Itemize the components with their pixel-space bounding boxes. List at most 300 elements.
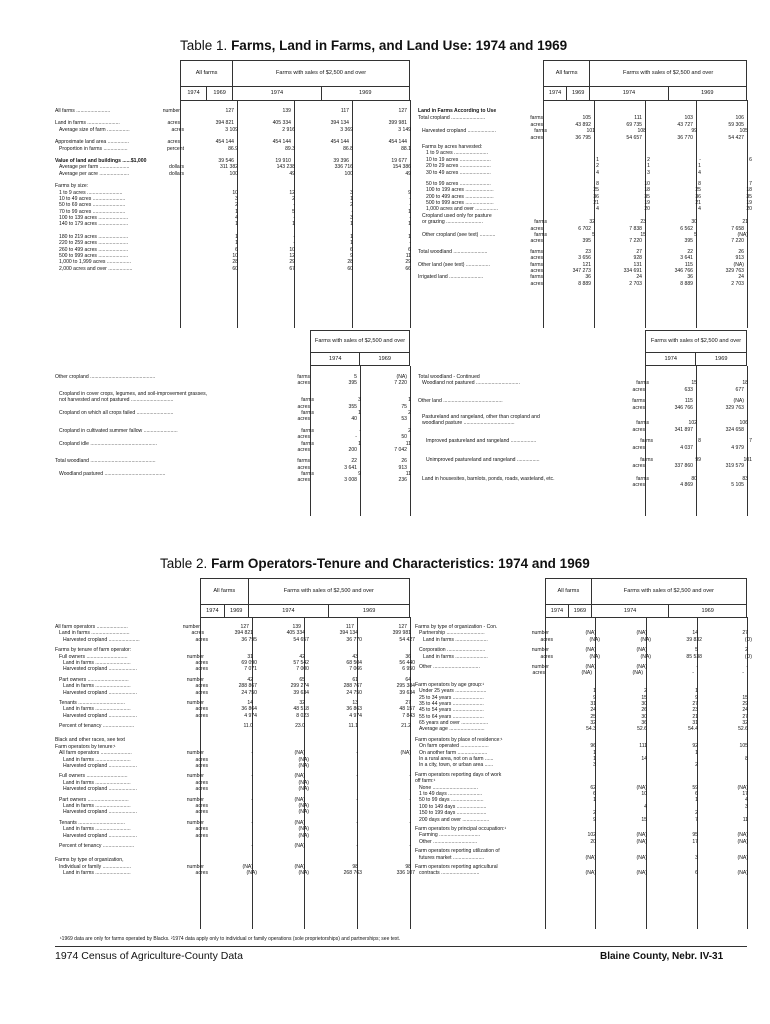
row-label: 2,000 acres and over ................. (59, 265, 133, 272)
table-cell: 4 (596, 206, 599, 213)
table-cell: 7 843 (402, 712, 415, 719)
table-cell: 32 (589, 219, 595, 226)
row-label: Harvested cropland .................... (422, 128, 496, 135)
table-cell (366, 786, 419, 792)
row-label: Total woodland .............................................. (55, 458, 156, 465)
table-cell: (NA) (636, 870, 647, 877)
table-cell: - (409, 842, 411, 849)
table-cell (209, 833, 261, 839)
table-cell: 7 071 (244, 666, 257, 673)
row-unit: number (186, 819, 204, 826)
col-sales-2500: Farms with sales of $2,500 and over (646, 331, 747, 353)
row-label: Other ................................. (419, 663, 480, 670)
table-cell: 6 (408, 246, 411, 253)
row-unit: number (531, 663, 549, 670)
row-label: Other cropland (see text) ........... (422, 232, 496, 239)
row-label: All farms ........................ (55, 108, 111, 114)
table-cell: 26 (641, 707, 647, 714)
row-unit: acres (167, 139, 180, 146)
row-label: All farm operators ...................... (55, 624, 128, 630)
table-cell: 25 (590, 713, 596, 720)
table-cell: 102 (688, 420, 697, 427)
table-cell: 1 (358, 440, 361, 447)
table-cell: 92 (692, 743, 698, 750)
table-cell: 7 838 (629, 225, 642, 232)
table-cell: 21 (695, 200, 701, 207)
table-cell: 42 (247, 676, 253, 683)
table-cell: (NA) (294, 796, 305, 803)
table-row (55, 380, 415, 386)
table-cell: (NA) (632, 670, 643, 677)
table-row (415, 817, 756, 823)
table-cell: 1 (408, 233, 411, 240)
table-row (55, 713, 419, 719)
table-cell: 12 (289, 189, 295, 196)
table-cell: 31 (692, 720, 698, 727)
table-cell: 52.6 (637, 726, 647, 733)
table-cell: 99 (691, 128, 697, 135)
table-cell: (NA) (737, 784, 748, 791)
year-1974: 1974 (591, 605, 669, 618)
row-label: Cropland in cover crops, legumes, and soil-improvement grasses, (59, 390, 208, 397)
table-cell (366, 809, 419, 815)
table-cell: 10 (641, 790, 647, 797)
year-1969: 1969 (568, 605, 591, 618)
table-cell: 117 (340, 108, 349, 114)
row-label: Farm operators by tenure:¹ (55, 743, 116, 750)
year-1974: 1974 (248, 605, 329, 618)
table-row (415, 839, 756, 845)
table-cell: 3 (350, 215, 353, 222)
table-row (55, 666, 419, 672)
col-all-farms: All farms (181, 61, 233, 87)
table-cell: 7 (749, 438, 752, 445)
table-cell: 288 767 (343, 683, 362, 690)
row-label: Farms by size: (55, 183, 89, 190)
row-unit: acres (195, 636, 208, 643)
table-cell: (NA) (737, 854, 748, 861)
table-cell: 103 (684, 115, 693, 122)
row-label: Average per farm ..................... (59, 164, 130, 171)
row-label: Land in farms ........................... (59, 630, 130, 637)
table-cell: 115 (684, 398, 693, 405)
row-unit: acres (632, 386, 645, 393)
year-1974: 1974 (646, 353, 696, 366)
row-label: Average size of farm ................ (59, 126, 130, 133)
table-cell: 329 763 (725, 267, 744, 274)
table-cell (366, 833, 419, 839)
table-cell: 96 (590, 743, 596, 750)
table-cell: 60 (232, 265, 238, 272)
row-unit: acres (195, 870, 208, 877)
table-cell: 2 (644, 688, 647, 695)
table-cell: 399 981 (388, 120, 407, 127)
table-cell: - (293, 233, 295, 240)
table-cell: (NA) (589, 653, 600, 660)
row-unit (519, 762, 550, 768)
table-cell: 5 (694, 232, 697, 239)
table1-title (180, 38, 567, 53)
table-cell: 9 (695, 694, 698, 701)
row-unit: acres (195, 809, 208, 816)
row-label: 1,000 acres and over ................ (426, 206, 498, 213)
table-cell: 39 634 (399, 689, 415, 696)
table-row (415, 654, 756, 660)
table-cell: 43 727 (677, 121, 693, 128)
row-unit (519, 870, 550, 876)
row-label: 1 to 9 acres ......................... (59, 189, 123, 196)
table-cell: 3 641 (680, 255, 693, 262)
table-cell: 14 (692, 630, 698, 637)
table-cell: 25 (695, 187, 701, 194)
year-1969: 1969 (329, 605, 410, 618)
table-cell: 3 641 (344, 464, 357, 471)
table-cell: 7 042 (394, 446, 407, 453)
table2-label: Table 2. (160, 556, 208, 571)
table-cell: (NA) (636, 663, 647, 670)
row-label: or grazing .......................... (422, 219, 483, 226)
row-unit: acres (195, 826, 208, 833)
row-unit: acres (530, 267, 543, 274)
row-unit: acres (195, 659, 208, 666)
table-cell: 131 (633, 261, 642, 268)
row-label: 100 to 199 acres .................... (426, 187, 494, 194)
row-label: 50 to 99 days ....................... (419, 797, 484, 804)
table-cell: 66 (405, 265, 411, 272)
table-cell: (NA) (733, 398, 744, 405)
table-cell: 29 (289, 259, 295, 266)
table-cell: 83 (742, 475, 748, 482)
table-cell: 64 (405, 676, 411, 683)
table1-mid-right-rows (418, 374, 756, 488)
table-row (418, 427, 756, 433)
table-cell: 54 657 (293, 636, 309, 643)
table-cell: 11.1 (348, 723, 358, 730)
table-cell: 9 (593, 816, 596, 823)
row-unit: acres (297, 434, 310, 441)
table-cell: 98 (352, 863, 358, 870)
table-cell: - (746, 663, 748, 670)
row-label: 500 to 999 acres ..................... (59, 253, 129, 260)
table-cell: (NA) (298, 756, 309, 763)
table-cell: 355 (348, 403, 357, 410)
table-cell: (NA) (737, 838, 748, 845)
col-all-farms: All farms (546, 579, 592, 605)
table-cell: 399 981 (392, 630, 411, 637)
row-label: 10 to 49 acres ....................... (59, 195, 126, 202)
table-cell: (NA) (400, 750, 411, 757)
table-cell: 3 (350, 189, 353, 196)
row-label: Land in farms ....................... (423, 636, 488, 643)
table-cell: (NA) (636, 630, 647, 637)
row-label: Farming ............................. (419, 832, 481, 839)
row-label: Tenants ................................. (59, 699, 125, 706)
table2-title (160, 556, 590, 571)
table-cell: 1 (593, 756, 596, 763)
table-cell: 913 (398, 464, 407, 471)
year-1974: 1974 (590, 87, 668, 101)
row-label: off farm:¹ (415, 778, 436, 785)
row-label: Under 25 years ...................... (419, 688, 487, 695)
table-cell (705, 170, 756, 176)
row-unit: acres (297, 446, 310, 453)
table-cell: 3 (593, 762, 596, 769)
table-cell: - (409, 819, 411, 826)
table-cell: 17 (742, 790, 748, 797)
table-cell: 11 (405, 471, 411, 478)
table1-right-header (543, 60, 747, 101)
row-label: Land in farms ......................... (63, 870, 131, 877)
row-unit: acres (195, 706, 208, 713)
table-cell: 2 (408, 409, 411, 416)
table-cell: 454 144 (215, 139, 234, 146)
row-unit: acres (632, 404, 645, 411)
row-label: Harvested cropland .................... (63, 809, 137, 816)
row-unit: farms (640, 438, 653, 445)
table-cell: - (351, 208, 353, 215)
table-cell: (NA) (298, 779, 309, 786)
year-1974: 1974 (544, 87, 567, 101)
row-unit: acres (195, 756, 208, 763)
row-label: Farm operators by principal occupation:¹ (415, 825, 507, 832)
table-cell: 3 (695, 854, 698, 861)
row-label (418, 135, 513, 141)
row-label: Land in farms ....................... (55, 120, 120, 127)
table-cell: 2 (593, 810, 596, 817)
row-label: Percent of tenancy ...................... (59, 723, 135, 730)
table-cell: 23 (640, 219, 646, 226)
table-cell (209, 786, 261, 792)
table-cell: 346 766 (674, 267, 693, 274)
table2-left-rows (55, 624, 419, 877)
table-cell: 3 369 (340, 126, 353, 133)
table-cell: (NA) (636, 854, 647, 861)
table-row (55, 763, 419, 769)
table-row (55, 833, 419, 839)
row-label: Full owners ............................. (59, 653, 128, 660)
row-label (415, 670, 515, 676)
table-cell: 4 979 (731, 444, 744, 451)
table-cell: 6 (235, 246, 238, 253)
row-unit: farms (301, 397, 314, 404)
table-cell: 21 (742, 219, 748, 226)
row-unit: farms (632, 398, 645, 405)
row-unit: acres (532, 670, 545, 677)
table-cell: (NA) (298, 802, 309, 809)
row-unit (521, 170, 552, 176)
table-cell: 337 860 (674, 463, 693, 470)
table-cell: 10 (644, 180, 650, 187)
row-label: Harvested cropland ...................... (63, 636, 140, 643)
row-label: Improved pastureland and rangeland .................. (426, 438, 537, 445)
table-cell: (NA) (294, 842, 305, 849)
table-cell (209, 809, 261, 815)
row-label: 50 to 69 acres ....................... (59, 202, 126, 209)
table-cell (313, 763, 366, 769)
row-label: Percent of tenancy ...................... (59, 842, 135, 849)
table-cell: 36 770 (677, 134, 693, 141)
table-cell: 36 (593, 193, 599, 200)
table-cell: (NA) (242, 863, 253, 870)
table-cell: 36 795 (241, 636, 257, 643)
table-cell: 319 579 (725, 463, 744, 470)
table-cell: 29 (742, 700, 748, 707)
row-label (418, 238, 513, 244)
table-cell: 121 (582, 261, 591, 268)
table-row (55, 843, 419, 849)
table2-title-text: Farm Operators-Tenure and Characteristics: 1974 and 1969 (211, 556, 590, 571)
table-cell: 106 (739, 420, 748, 427)
table-cell: 324 658 (725, 426, 744, 433)
table-row (55, 870, 419, 876)
row-label: 30 to 49 acres ...................... (426, 169, 491, 176)
table-cell: 18 (644, 187, 650, 194)
table1-mid-left-rows (55, 374, 415, 484)
table-cell: 1 (350, 221, 353, 228)
table-cell: 36 (405, 653, 411, 660)
table-cell: (NA) (396, 374, 407, 380)
table-row (415, 855, 756, 861)
table-cell: 15 (691, 380, 697, 387)
row-label: 140 to 179 acres ..................... (59, 221, 129, 228)
table-cell: 394 134 (339, 630, 358, 637)
table-cell: 53 (401, 416, 407, 423)
row-unit: number (186, 863, 204, 870)
table-cell: 7 000 (296, 666, 309, 673)
col-sales-2500: Farms with sales of $2,500 and over (233, 61, 410, 87)
table-cell: 6 (695, 870, 698, 877)
row-unit (174, 723, 205, 729)
table-cell: 36 (687, 274, 693, 281)
table-cell: 36 (695, 193, 701, 200)
row-label: Harvested cropland .................... (63, 832, 137, 839)
table1-left-header (180, 60, 410, 101)
table-cell: - (356, 842, 358, 849)
table-cell: 14 (247, 699, 253, 706)
row-label (55, 416, 280, 422)
row-label: Land in farms ....................... (423, 653, 488, 660)
table-cell: 24 750 (346, 689, 362, 696)
table-cell: 98 (405, 863, 411, 870)
row-label: Approximate land area ............... (55, 139, 129, 146)
table-row (415, 762, 756, 768)
row-label: Land in housesites, barnlots, ponds, roads, wasteland, etc. (422, 475, 555, 482)
row-label: Land in farms ......................... (63, 706, 131, 713)
table-cell: - (409, 773, 411, 780)
row-unit: number (186, 676, 204, 683)
table-cell: 19 (746, 200, 752, 207)
table-cell: 22 (351, 458, 357, 465)
table-cell: - (251, 750, 253, 757)
table-cell: 86.8 (343, 145, 353, 152)
table-cell: 4 (745, 797, 748, 804)
table-cell: 139 (282, 108, 291, 114)
row-label: Farm operators reporting days of work (415, 771, 502, 778)
table-row (55, 447, 415, 453)
row-label: Land in farms ......................... (63, 802, 131, 809)
row-label: Farm operators reporting utilization of (415, 848, 500, 855)
table-row (418, 170, 756, 176)
year-1974: 1974 (233, 87, 321, 101)
table-cell: 9 (593, 694, 596, 701)
year-1969: 1969 (207, 87, 233, 101)
table-cell: 454 144 (272, 139, 291, 146)
table-cell: 29 (405, 259, 411, 266)
table-cell: - (251, 773, 253, 780)
table-cell: 7 658 (731, 225, 744, 232)
table-cell: - (293, 202, 295, 209)
table-cell: 3 149 (398, 126, 411, 133)
table-cell: 85 538 (686, 653, 702, 660)
table-cell: 17 (692, 838, 698, 845)
table-cell: 236 (398, 477, 407, 484)
table-cell: 5 (292, 208, 295, 215)
table-cell: 49 (405, 170, 411, 177)
table-cell: 39 396 (333, 157, 349, 164)
table-cell: 2 (745, 647, 748, 654)
row-unit: farms (297, 374, 310, 380)
row-label: Proportion in farms ................. (59, 145, 128, 152)
row-unit (519, 839, 550, 845)
row-unit: acres (297, 403, 310, 410)
table-cell: - (409, 195, 411, 202)
footer-right: Blaine County, Nebr. IV-31 (600, 951, 724, 962)
row-unit: acres (195, 802, 208, 809)
year-1969: 1969 (360, 353, 410, 366)
table-cell: (NA) (636, 784, 647, 791)
col-sales-2500: Farms with sales of $2,500 and over (591, 579, 746, 605)
table-row (415, 726, 756, 732)
row-label: Farms by type of organization - Con. (415, 624, 498, 630)
row-unit: acres (195, 712, 208, 719)
table-cell: 5 105 (731, 482, 744, 489)
table-cell: 54.4 (688, 726, 698, 733)
row-label (418, 463, 615, 469)
row-unit: farms (640, 456, 653, 463)
table-cell (209, 763, 261, 769)
table-cell: 2 703 (629, 280, 642, 287)
table-cell: 1 (695, 749, 698, 756)
year-1969: 1969 (321, 87, 409, 101)
table-cell: 30 (641, 713, 647, 720)
table-cell: 24 (738, 274, 744, 281)
table-cell: 22 (687, 248, 693, 255)
table-cell: 24 (590, 707, 596, 714)
table-cell: 268 763 (343, 870, 362, 877)
table-cell: - (409, 240, 411, 247)
row-label: Farms by acres harvested: (422, 143, 483, 150)
table-cell: 1 (235, 208, 238, 215)
table-cell: 35 (644, 193, 650, 200)
table-cell: 54 657 (626, 134, 642, 141)
table-cell: 56 440 (399, 659, 415, 666)
table-cell: 48 157 (399, 706, 415, 713)
table-cell: 36 (585, 274, 591, 281)
row-label: Full owners ............................. (59, 773, 128, 780)
row-label: Total woodland ........................ (418, 248, 488, 255)
table-cell: 1 (350, 240, 353, 247)
row-label: 35 to 44 years ...................... (419, 700, 484, 707)
row-unit: acres (171, 126, 184, 133)
table-cell: 65 (299, 676, 305, 683)
table-cell: 4 974 (244, 712, 257, 719)
table-cell: 102 (587, 832, 596, 839)
table-cell: 2 (235, 202, 238, 209)
table-cell: - (293, 240, 295, 247)
row-label: 10 to 19 acres ...................... (426, 156, 491, 163)
row-unit: acres (191, 630, 204, 637)
row-label: All farm operators ...................... (59, 750, 132, 757)
